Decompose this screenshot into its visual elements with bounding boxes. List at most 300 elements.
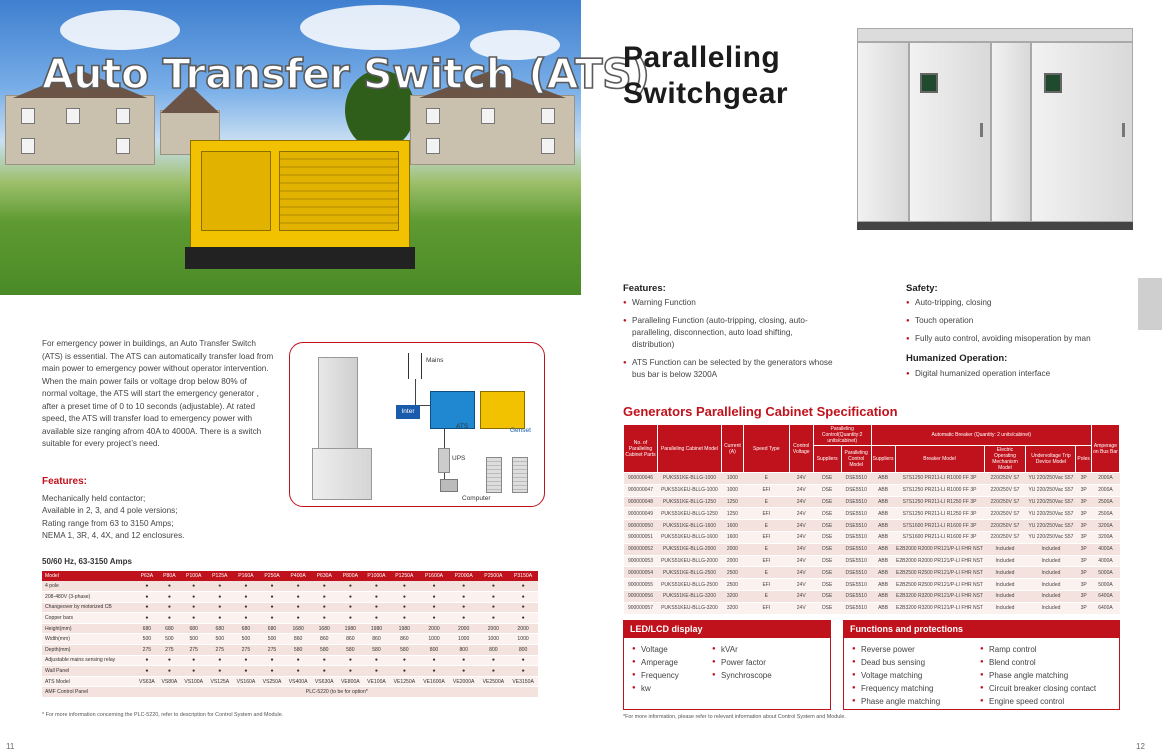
table-cell: ● <box>233 602 259 613</box>
table-cell: 900000047 <box>624 484 658 496</box>
table-cell: ● <box>259 581 285 592</box>
table-cell: 1000 <box>508 634 538 645</box>
table-cell: YU 220/250Vac S57 <box>1026 496 1076 508</box>
column-header: P1600A <box>419 571 449 581</box>
table-cell: DSE5510 <box>841 484 871 496</box>
table-cell: Included <box>1026 602 1076 614</box>
column-header: P63A <box>136 571 159 581</box>
table-cell: 900000053 <box>624 555 658 567</box>
table-row <box>42 602 538 613</box>
table-cell: 4 pole <box>42 581 136 592</box>
computer-icon <box>440 479 458 492</box>
mains-label: Mains <box>426 357 444 364</box>
table-cell: Depth(mm) <box>42 645 136 656</box>
table-row <box>624 602 1120 614</box>
table-cell: Included <box>984 543 1026 555</box>
table-cell: 5000A <box>1091 567 1119 579</box>
table-cell: DSE <box>813 579 841 591</box>
table-cell: 208-480V (3-phase) <box>42 592 136 603</box>
table-cell: ● <box>233 592 259 603</box>
table-row <box>42 592 538 603</box>
table-cell: ● <box>390 613 420 624</box>
table-cell: 1000 <box>479 634 509 645</box>
safety-heading: Safety: <box>906 283 938 294</box>
table-cell: ● <box>181 613 207 624</box>
table-cell: 680 <box>158 623 181 634</box>
table-cell: 1980 <box>363 623 389 634</box>
table-cell: ● <box>508 592 538 603</box>
table-cell: ABB <box>871 520 895 532</box>
hero-title: Auto Transfer Switch (ATS) <box>42 50 650 98</box>
table-cell: VE1600A <box>419 676 449 687</box>
table-cell: 2000 <box>419 623 449 634</box>
table-cell: VE1250A <box>390 676 420 687</box>
ats-label: ATS <box>456 423 469 430</box>
table-cell: 900000050 <box>624 520 658 532</box>
table-cell: ● <box>259 666 285 677</box>
table-cell: ● <box>419 581 449 592</box>
table-cell: 900000052 <box>624 543 658 555</box>
function-item: ● Reverse power <box>852 643 980 656</box>
table-cell: ● <box>363 666 389 677</box>
table-row <box>42 634 538 645</box>
table-cell: 900000049 <box>624 508 658 520</box>
table-cell: 6400A <box>1091 590 1119 602</box>
genset-label: Genset <box>510 427 531 434</box>
table-cell: E2B2500 R2500 PR121/P-LI FHR NST <box>895 579 984 591</box>
table-cell: 2000 <box>508 623 538 634</box>
table-cell: ● <box>479 581 509 592</box>
table-header-row <box>42 571 538 581</box>
table-cell: ● <box>207 655 233 666</box>
table-cell: VS250A <box>259 676 285 687</box>
table-cell: 1000 <box>449 634 479 645</box>
table-cell: 24V <box>789 555 813 567</box>
table-cell: 24V <box>789 484 813 496</box>
ups-label: UPS <box>452 455 466 462</box>
ats-unit-image <box>430 391 475 429</box>
table-cell: Included <box>984 579 1026 591</box>
table-cell: ● <box>337 613 363 624</box>
table-cell: DSE <box>813 508 841 520</box>
table-cell: 3P <box>1076 579 1092 591</box>
computer-label: Computer <box>462 495 491 502</box>
table-cell: DSE <box>813 602 841 614</box>
table-cell: S7S1250 PR211-LI R1250 FF 3P <box>895 496 984 508</box>
table-cell: Copper bars <box>42 613 136 624</box>
table-cell: 24V <box>789 531 813 543</box>
table-cell: DSE <box>813 567 841 579</box>
column-header: Model <box>42 571 136 581</box>
table-cell: VE2000A <box>449 676 479 687</box>
table-cell: E <box>743 473 789 485</box>
table-cell: ATS Model <box>42 676 136 687</box>
table-cell: ● <box>311 592 337 603</box>
features-list <box>623 297 833 387</box>
table-row <box>42 687 538 698</box>
table-cell: PUKS51KE-BLLG-2000 <box>657 543 721 555</box>
column-header: P250A <box>259 571 285 581</box>
table-cell: PUKS51KEU-BLLG-1250 <box>657 508 721 520</box>
column-header: P400A <box>285 571 311 581</box>
function-item: ● Phase angle matching <box>852 695 980 708</box>
led-display-list <box>712 643 772 695</box>
table-cell: 1980 <box>337 623 363 634</box>
column-header: P800A <box>337 571 363 581</box>
table-cell: 3P <box>1076 508 1092 520</box>
table-cell: E <box>743 567 789 579</box>
table-cell: ● <box>337 655 363 666</box>
spec-table-title: Generators Paralleling Cabinet Specification <box>623 404 898 419</box>
table-cell: ● <box>363 581 389 592</box>
column-header: P1250A <box>390 571 420 581</box>
table-cell: DSE5510 <box>841 508 871 520</box>
table-cell: ● <box>390 666 420 677</box>
table-cell: VS125A <box>207 676 233 687</box>
table-cell: ● <box>337 581 363 592</box>
table-row <box>624 543 1120 555</box>
table-cell: ● <box>233 581 259 592</box>
table-cell: DSE5510 <box>841 602 871 614</box>
amps-table-heading: 50/60 Hz, 63-3150 Amps <box>42 557 132 566</box>
table-cell: 2000 <box>449 623 479 634</box>
table-cell: 3200 <box>721 590 743 602</box>
table-cell: 2000 <box>479 623 509 634</box>
table-cell: 24V <box>789 508 813 520</box>
table-cell: Included <box>984 590 1026 602</box>
table-cell: EFI <box>743 531 789 543</box>
table-cell: ● <box>449 581 479 592</box>
table-cell: 860 <box>390 634 420 645</box>
intro-text: For emergency power in buildings, an Auto Transfer Switch (ATS) is essential. The ATS can automatically transfer load from main power to emergency power without operator intervention. When the main power fails or voltage drop below 80% of normal voltage, the ATS will start the emergency generator , after a preset time of 0 to 10 seconds (adjustable). At rated speed, the ATS will transfer load to emergency power with available size ranging afrom 40A to 4000A. There is a switch suitable for every project’s need. <box>42 339 274 448</box>
table-cell: E2B2000 R2000 PR121/P-LI FHR NST <box>895 543 984 555</box>
table-cell: Changeover by motorized CB <box>42 602 136 613</box>
table-row <box>624 473 1120 485</box>
column-header: P1000A <box>363 571 389 581</box>
table-cell: DSE5510 <box>841 496 871 508</box>
table-cell: ● <box>449 613 479 624</box>
table-cell: 500 <box>233 634 259 645</box>
table-cell: 3P <box>1076 484 1092 496</box>
safety-list <box>906 297 1126 351</box>
table-cell: PUKS51KE-BLLG-1250 <box>657 496 721 508</box>
table-cell: PUKS51KE-BLLG-1600 <box>657 520 721 532</box>
table-cell: PUKS51KE-BLLG-3200 <box>657 590 721 602</box>
function-item: ● Frequency matching <box>852 682 980 695</box>
table-cell: ABB <box>871 567 895 579</box>
table-cell: ABB <box>871 555 895 567</box>
features-list <box>42 493 184 542</box>
table-cell: ● <box>363 592 389 603</box>
table-cell: E <box>743 543 789 555</box>
table-cell: ● <box>207 581 233 592</box>
table-cell: ● <box>508 666 538 677</box>
table-cell: 24V <box>789 579 813 591</box>
table-cell: Included <box>984 567 1026 579</box>
table-cell: 1680 <box>311 623 337 634</box>
table-cell: ● <box>419 592 449 603</box>
humanized-item: ● Digital humanized operation interface <box>906 368 1126 380</box>
function-item: ● Voltage matching <box>852 669 980 682</box>
table-cell: S7S1250 PR211-LI R1000 FF 3P <box>895 473 984 485</box>
table-row <box>42 655 538 666</box>
table-row <box>624 590 1120 602</box>
generator-image <box>190 140 410 250</box>
table-row <box>624 520 1120 532</box>
table-cell: ● <box>449 602 479 613</box>
table-cell: DSE5510 <box>841 520 871 532</box>
features-heading: Features: <box>623 283 666 294</box>
table-cell: 2000 <box>721 543 743 555</box>
table-cell: ● <box>479 613 509 624</box>
table-cell: 220/250V S7 <box>984 473 1026 485</box>
table-row <box>624 579 1120 591</box>
function-item: ● Ramp control <box>980 643 1096 656</box>
table-cell: DSE5510 <box>841 590 871 602</box>
table-cell: ● <box>158 613 181 624</box>
table-cell: 1250 <box>721 496 743 508</box>
table-cell: ● <box>158 655 181 666</box>
table-cell: 275 <box>233 645 259 656</box>
table-cell: PLC-5220 (to be for option* <box>136 687 538 698</box>
table-cell: DSE5510 <box>841 473 871 485</box>
table-cell: ● <box>508 581 538 592</box>
table-cell: Included <box>1026 555 1076 567</box>
table-cell: 580 <box>337 645 363 656</box>
table-cell: ● <box>181 592 207 603</box>
table-cell: PUKS51KE-BLLG-1000 <box>657 473 721 485</box>
table-cell: ● <box>479 655 509 666</box>
table-cell: ● <box>390 581 420 592</box>
table-cell: ● <box>508 655 538 666</box>
table-cell: 3P <box>1076 531 1092 543</box>
table-cell: DSE <box>813 484 841 496</box>
table-cell: ● <box>311 602 337 613</box>
table-cell: ● <box>479 666 509 677</box>
safety-item: ● Fully auto control, avoiding misoperation by man <box>906 333 1126 345</box>
table-cell: 1250 <box>721 508 743 520</box>
table-cell: YU 220/250Vac S57 <box>1026 508 1076 520</box>
table-cell: ● <box>259 602 285 613</box>
table-cell: 500 <box>181 634 207 645</box>
table-cell: ● <box>181 666 207 677</box>
table-cell: Included <box>984 602 1026 614</box>
table-cell: ABB <box>871 508 895 520</box>
table-cell: ABB <box>871 531 895 543</box>
table-cell: ● <box>259 655 285 666</box>
function-item: ● Engine speed control <box>980 695 1096 708</box>
table-cell: DSE <box>813 590 841 602</box>
table-cell: ● <box>136 655 159 666</box>
table-cell: 500 <box>136 634 159 645</box>
table-cell: 860 <box>363 634 389 645</box>
table-cell: 860 <box>337 634 363 645</box>
table-cell: 275 <box>181 645 207 656</box>
table-cell: ● <box>158 592 181 603</box>
table-cell: 3P <box>1076 602 1092 614</box>
table-cell: PUKS51KE-BLLG-2500 <box>657 567 721 579</box>
table-cell: DSE5510 <box>841 543 871 555</box>
table-cell: PUKS51KEU-BLLG-2500 <box>657 579 721 591</box>
table-cell: 860 <box>285 634 311 645</box>
table-cell: ● <box>136 666 159 677</box>
ups-icon <box>438 448 450 473</box>
table-cell: 680 <box>233 623 259 634</box>
table-cell: ● <box>390 602 420 613</box>
feature-item: ● Warning Function <box>623 297 833 309</box>
table-cell: ● <box>390 592 420 603</box>
table-cell: S7S1600 PR211-LI R1600 FF 3P <box>895 520 984 532</box>
table-row <box>42 645 538 656</box>
table-cell: ● <box>285 602 311 613</box>
table-cell: VE3150A <box>508 676 538 687</box>
table-cell: ● <box>181 581 207 592</box>
table-cell: PUKS51KEU-BLLG-1000 <box>657 484 721 496</box>
table-cell: DSE5510 <box>841 555 871 567</box>
table-cell: ● <box>337 666 363 677</box>
functions-title: Functions and protections <box>844 621 1119 638</box>
table-cell: ● <box>158 602 181 613</box>
table-cell: ● <box>363 613 389 624</box>
table-cell: 3P <box>1076 590 1092 602</box>
feature-item: Mechanically held contactor; <box>42 494 146 503</box>
table-cell: 580 <box>311 645 337 656</box>
paralleling-spec-table <box>623 424 1120 615</box>
table-row <box>624 484 1120 496</box>
table-cell: YU 220/250Vac S57 <box>1026 520 1076 532</box>
table-cell: 800 <box>508 645 538 656</box>
column-header: P630A <box>311 571 337 581</box>
column-header: P100A <box>181 571 207 581</box>
table-cell: S7S1600 PR211-LI R1600 FF 3P <box>895 531 984 543</box>
table-cell: YU 220/250Vac S57 <box>1026 484 1076 496</box>
genset-image <box>480 391 525 429</box>
table-cell: ● <box>285 613 311 624</box>
table-cell: 24V <box>789 590 813 602</box>
table-cell: Included <box>1026 567 1076 579</box>
table-cell: EFI <box>743 602 789 614</box>
table-header-row: No. of Paralleling Cabinet Parts Paralleling Cabinet Model Current (A) Speed Type Control Voltage Paralleling Control(Quantity:2 units/cabinet) Automatic Breaker (Quantity: 2 units/cabinet) Amperage on Bus Bar <box>624 425 1120 446</box>
table-cell: ● <box>508 602 538 613</box>
function-item: ● Circuit breaker closing contact <box>980 682 1096 695</box>
table-cell: YU 220/250Vac S57 <box>1026 473 1076 485</box>
table-cell: EFI <box>743 555 789 567</box>
table-cell: ● <box>233 655 259 666</box>
functions-list <box>980 643 1096 708</box>
table-cell: 1680 <box>285 623 311 634</box>
switchgear-image <box>851 22 1139 232</box>
footnote: *For more information, please refer to relevant information about Control System and Module. <box>623 714 846 720</box>
table-cell: 580 <box>285 645 311 656</box>
table-cell: VE2500A <box>479 676 509 687</box>
table-cell: ● <box>285 581 311 592</box>
table-cell: 900000055 <box>624 579 658 591</box>
page-number: 12 <box>1136 742 1145 751</box>
table-cell: 800 <box>449 645 479 656</box>
table-cell: 680 <box>136 623 159 634</box>
table-cell: 2500A <box>1091 508 1119 520</box>
table-cell: E <box>743 590 789 602</box>
table-cell: ABB <box>871 484 895 496</box>
table-cell: 860 <box>311 634 337 645</box>
table-cell: ABB <box>871 579 895 591</box>
table-cell: 2000 <box>721 555 743 567</box>
table-cell: 220/250V S7 <box>984 520 1026 532</box>
table-cell: ● <box>181 602 207 613</box>
safety-item: ● Auto-tripping, closing <box>906 297 1126 309</box>
table-cell: ● <box>285 592 311 603</box>
table-row <box>42 623 538 634</box>
table-cell: ABB <box>871 590 895 602</box>
table-cell: 580 <box>363 645 389 656</box>
table-cell: VE800A <box>337 676 363 687</box>
led-display-title: LED/LCD display <box>624 621 830 638</box>
table-cell: 24V <box>789 543 813 555</box>
table-subheader-row: Suppliers Paralleling Control Model Suppliers Breaker Model Electric Operating Mechanism Model Undervoltage Trip Device Model Poles <box>624 446 1120 473</box>
table-cell: 1600 <box>721 531 743 543</box>
table-row <box>42 581 538 592</box>
table-row <box>42 613 538 624</box>
page-number: 11 <box>6 742 15 751</box>
table-row <box>624 567 1120 579</box>
table-cell: ● <box>311 613 337 624</box>
table-cell: DSE <box>813 555 841 567</box>
table-cell: ● <box>207 592 233 603</box>
table-cell: ABB <box>871 543 895 555</box>
table-cell: ● <box>479 592 509 603</box>
table-cell: ● <box>158 581 181 592</box>
table-cell: VE100A <box>363 676 389 687</box>
table-cell: 24V <box>789 602 813 614</box>
table-cell: ● <box>136 613 159 624</box>
column-header: P125A <box>207 571 233 581</box>
functions-box <box>843 620 1120 710</box>
table-cell: ● <box>285 666 311 677</box>
table-cell: 4000A <box>1091 543 1119 555</box>
table-cell: Included <box>1026 590 1076 602</box>
table-cell: ● <box>508 613 538 624</box>
table-cell: PUKS51KEU-BLLG-2000 <box>657 555 721 567</box>
table-cell: 680 <box>207 623 233 634</box>
table-cell: VS160A <box>233 676 259 687</box>
feature-item: NEMA 1, 3R, 4, 4X, and 12 enclosures. <box>42 530 185 540</box>
table-cell: 2000A <box>1091 473 1119 485</box>
table-cell: VS400A <box>285 676 311 687</box>
table-cell: 24V <box>789 520 813 532</box>
server-rack-icon <box>486 457 502 493</box>
table-cell: 3P <box>1076 496 1092 508</box>
table-cell: E <box>743 496 789 508</box>
table-cell: YU 220/250Vac S57 <box>1026 531 1076 543</box>
table-cell: 220/250V S7 <box>984 496 1026 508</box>
table-cell: E2B3200 R3200 PR121/P-LI FHR NST <box>895 602 984 614</box>
table-cell: 2500 <box>721 567 743 579</box>
table-cell: 3P <box>1076 567 1092 579</box>
table-cell: AMF Control Panel <box>42 687 136 698</box>
table-cell: ● <box>337 592 363 603</box>
table-cell: 500 <box>158 634 181 645</box>
table-cell: 680 <box>259 623 285 634</box>
table-cell: 1000 <box>419 634 449 645</box>
table-cell: 1000 <box>721 473 743 485</box>
table-row <box>624 496 1120 508</box>
table-row <box>42 666 538 677</box>
table-cell: VS630A <box>311 676 337 687</box>
table-cell: 3P <box>1076 520 1092 532</box>
function-item: ● Blend control <box>980 656 1096 669</box>
column-header: P2000A <box>449 571 479 581</box>
table-cell: ● <box>419 666 449 677</box>
